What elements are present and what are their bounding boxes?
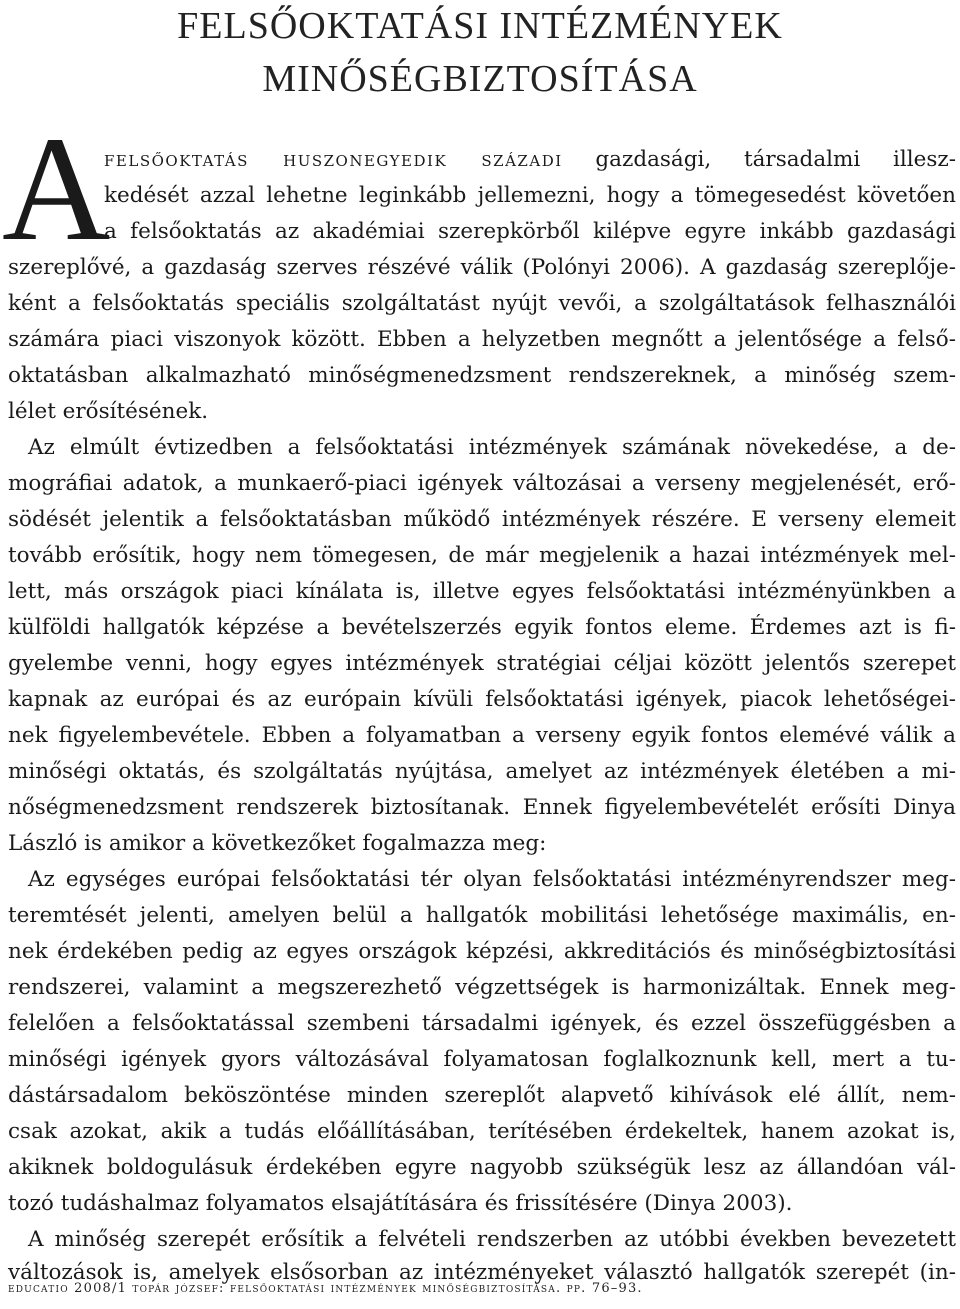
lead-in-smallcaps: felsőoktatás huszonegyedik századi xyxy=(104,147,563,172)
body-line-3: a felsőoktatás az akadémiai szerepkörből kilépve egyre inkább gazdasági xyxy=(104,219,956,244)
page-footer: educatio 2008/1 topár józsef: felsőoktatási intézmények minőségbiztosítása. pp. 76–93. xyxy=(8,1281,643,1296)
drop-cap: A xyxy=(2,106,111,272)
article-title xyxy=(0,0,960,106)
body-line-19: nőségmenedzsment rendszerek biztosítanak. Ennek figyelembevételét erősíti Dinya xyxy=(8,795,956,820)
body-line-31: A minőség szerepét erősítik a felvételi rendszerben az utóbbi években bevezetett xyxy=(28,1227,956,1252)
quote-line-5: felelően a felsőoktatással szembeni társadalmi igények, és ezzel összefüggésben a xyxy=(8,1011,956,1036)
body-line-17: nek figyelembevétele. Ebben a folyamatban a verseny egyik fontos elemévé válik a xyxy=(8,723,956,748)
quote-line-9: akiknek boldogulásuk érdekében egyre nagyobb szükségük lesz az állandóan vál- xyxy=(8,1155,956,1180)
quote-line-3: nek érdekében pedig az egyes országok képzési, akkreditációs és minőségbiztosítási xyxy=(8,939,956,964)
body-line-6: számára piaci viszonyok között. Ebben a helyzetben megnőtt a jelentősége a felső- xyxy=(8,327,956,352)
body-line-32: változások is, amelyek elsősorban az intézményeket választó hallgatók szerepét (in- xyxy=(8,1260,956,1285)
body-line-20: László is amikor a következőket fogalmazza meg: xyxy=(8,831,547,856)
body-line-16: kapnak az európai és az európain kívüli felsőoktatási igények, piacok lehetőségei- xyxy=(8,687,956,712)
quote-line-7: dástársadalom beköszöntése minden szereplőt alapvető kihívások elé állít, nem- xyxy=(8,1083,956,1108)
body-line-11: södését jelentik a felsőoktatásban működő intézmények részére. E verseny elemeit xyxy=(8,507,956,532)
body-line-10: mográfiai adatok, a munkaerő-piaci igények változásai a verseny megjelenését, erő- xyxy=(8,471,956,496)
body-line-14: külföldi hallgatók képzése a bevételszerzés egyik fontos eleme. Érdemes azt is fi- xyxy=(8,615,956,640)
body-line-8: lélet erősítésének. xyxy=(8,399,209,424)
quote-line-6: minőségi igények gyors változásával folyamatosan foglalkoznunk kell, mert a tu- xyxy=(8,1047,956,1072)
body-line-9: Az elmúlt évtizedben a felsőoktatási intézmények számának növekedése, a de- xyxy=(28,435,956,460)
title-line-2: MINŐSÉGBIZTOSÍTÁSA xyxy=(262,58,698,100)
body-line-18: minőségi oktatás, és szolgáltatás nyújtása, amelyet az intézmények életében a mi- xyxy=(8,759,956,784)
lead-in-rest: gazdasági, társadalmi illesz- xyxy=(562,147,957,172)
body-line-2: kedését azzal lehetne leginkább jellemezni, hogy a tömegesedést követően xyxy=(104,183,956,208)
body-line-15: gyelembe venni, hogy egyes intézmények stratégiai céljai között jelentős szerepet xyxy=(8,651,956,676)
body-line-7: oktatásban alkalmazható minőségmenedzsment rendszereknek, a minőség szem- xyxy=(8,363,956,388)
quote-line-2: teremtését jelenti, amelyen belül a hallgatók mobilitási lehetősége maximális, en- xyxy=(8,903,956,928)
quote-line-1: Az egységes európai felsőoktatási tér olyan felsőoktatási intézményrendszer meg- xyxy=(28,867,956,892)
title-line-1: FELSŐOKTATÁSI INTÉZMÉNYEK xyxy=(177,5,783,47)
body-line-5: ként a felsőoktatás speciális szolgáltatást nyújt vevői, a szolgáltatások felhasználói xyxy=(8,291,956,316)
body-line-12: tovább erősítik, hogy nem tömegesen, de már megjelenik a hazai intézmények mel- xyxy=(8,543,956,568)
quote-line-4: rendszerei, valamint a megszerezhető végzettségek is harmonizáltak. Ennek meg- xyxy=(8,975,956,1000)
quote-line-8: csak azokat, akik a tudás előállításában, terítésében érdekeltek, hanem azokat is, xyxy=(8,1119,956,1144)
body-line-1 xyxy=(104,142,956,178)
body-line-13: lett, más országok piaci kínálata is, illetve egyes felsőoktatási intézményünkben a xyxy=(8,579,956,604)
quote-line-10: tozó tudáshalmaz folyamatos elsajátítására és frissítésére (Dinya 2003). xyxy=(8,1191,793,1216)
body-line-4: szereplővé, a gazdaság szerves részévé válik (Polónyi 2006). A gazdaság szereplője- xyxy=(8,255,956,280)
